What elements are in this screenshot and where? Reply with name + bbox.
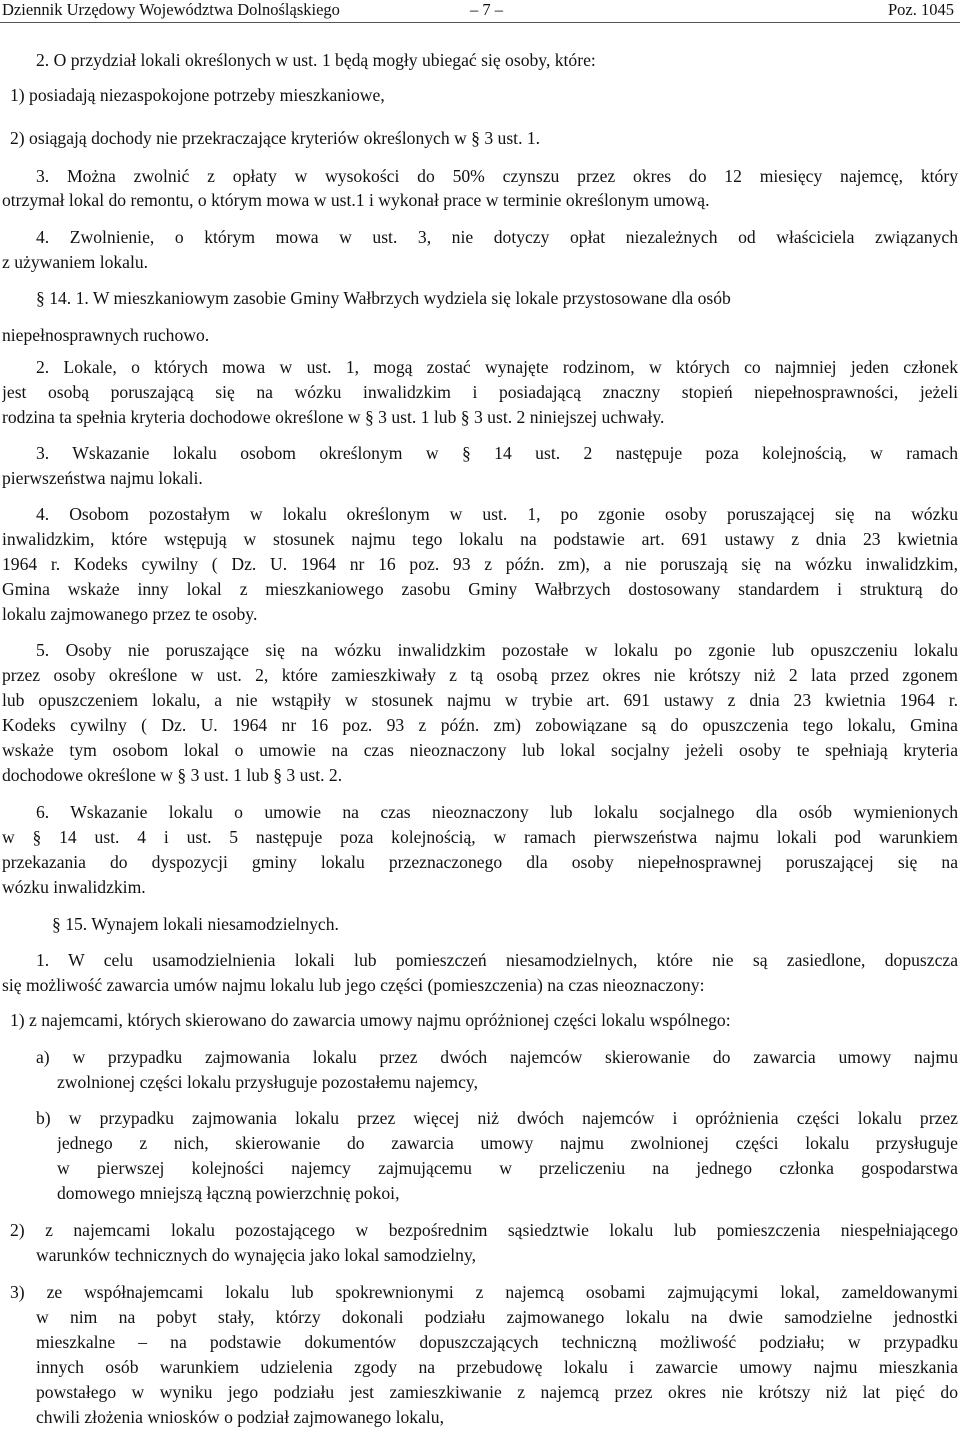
text-line: rodzina ta spełnia kryteria dochodowe określone w § 3 ust. 1 lub § 3 ust. 2 niniejszej uchwały. — [2, 407, 665, 427]
text-line: 5. Osoby nie poruszające się na wózku inwalidzkim pozostałe w lokalu po zgonie lub opuszczeniu lokalu — [36, 640, 958, 660]
text-line: domowego mniejszą łączną powierzchnię pokoi, — [57, 1183, 400, 1203]
text-line: w nim na pobyt stały, którzy dokonali podziału zajmowanego lokalu na dwie samodzielne jednostki — [36, 1307, 958, 1327]
page-header — [0, 0, 960, 23]
text-line: z używaniem lokalu. — [2, 252, 149, 272]
text-line: wózku inwalidzkim. — [2, 877, 146, 897]
text-line: jednego z nich, skierowanie do zawarcia umowy najmu zwolnionej części lokalu przysługuje — [57, 1133, 958, 1153]
text-line: 2) z najemcami lokalu pozostającego w bezpośrednim sąsiedztwie lokalu lub pomieszczenia niespełniającego — [10, 1220, 958, 1240]
text-line: 1. W celu usamodzielnienia lokali lub pomieszczeń niesamodzielnych, które nie są zasiedlone, dopuszcza — [36, 950, 958, 970]
position-number: Poz. 1045 — [888, 0, 954, 19]
text-line: a) w przypadku zajmowania lokalu przez dwóch najemców skierowanie do zawarcia umowy najmu — [36, 1047, 958, 1067]
text-line: innych osób warunkiem udzielenia zgody na przebudowę lokalu i zawarcie umowy najmu mieszkania — [36, 1357, 958, 1377]
text-line: przekazania do dyspozycji gminy lokalu przeznaczonego dla osoby niepełnosprawnej poruszającej się na — [2, 852, 958, 872]
text-line: pierwszeństwa najmu lokali. — [2, 468, 203, 488]
text-line: otrzymał lokal do remontu, o którym mowa w ust.1 i wykonał prace w terminie określonym umową. — [2, 190, 710, 210]
text-line: przez osoby określone w ust. 2, które zamieszkiwały z tą osobą przez okres nie krótszy niż 2 lata przed zgonem — [2, 665, 958, 685]
text-line: 4. Osobom pozostałym w lokalu określonym w ust. 1, po zgonie osoby poruszającej się na wózku — [36, 504, 958, 524]
text-line: b) w przypadku zajmowania lokalu przez więcej niż dwóch najemców i opróżnienia części lokalu przez — [36, 1108, 958, 1128]
text-line: jest osobą poruszającą się na wózku inwalidzkim i posiadającą znaczny stopień niepełnosprawności, jeżeli — [2, 382, 958, 402]
text-line: dochodowe określone w § 3 ust. 1 lub § 3 ust. 2. — [2, 765, 343, 785]
text-line: warunków technicznych do wynajęcia jako lokal samodzielny, — [36, 1245, 477, 1265]
text-line: § 15. Wynajem lokali niesamodzielnych. — [52, 914, 339, 934]
journal-title: Dziennik Urzędowy Województwa Dolnośląskiego — [2, 0, 340, 19]
text-line: 4. Zwolnienie, o którym mowa w ust. 3, nie dotyczy opłat niezależnych od właściciela związanych — [36, 227, 958, 247]
text-line: 6. Wskazanie lokalu o umowie na czas nieoznaczony lub lokalu socjalnego dla osób wymienionych — [36, 802, 958, 822]
text-line: chwili złożenia wniosków o podział zajmowanego lokalu, — [36, 1407, 444, 1427]
text-line: 2. Lokale, o których mowa w ust. 1, mogą zostać wynajęte rodzinom, w których co najmniej jeden członek — [36, 357, 958, 377]
text-line: 2) osiągają dochody nie przekraczające kryteriów określonych w § 3 ust. 1. — [10, 128, 541, 148]
text-line: § 14. 1. W mieszkaniowym zasobie Gminy Wałbrzych wydziela się lokale przystosowane dla osób — [36, 288, 731, 308]
text-line: się możliwość zawarcia umów najmu lokalu lub jego części (pomieszczenia) na czas nieoznaczony: — [2, 975, 705, 995]
text-line: powstałego w wyniku jego podziału jest zamieszkiwanie z najemcą przez okres nie krótszy niż lat pięć do — [36, 1382, 958, 1402]
text-line: w pierwszej kolejności najemcy zajmującemu w przeliczeniu na jednego członka gospodarstwa — [57, 1158, 958, 1178]
text-line: lub opuszczeniem lokalu, a nie wstąpiły w stosunek najmu w trybie art. 691 ustawy z dnia 23 kwietnia 1964 r. — [2, 690, 958, 710]
text-line: Kodeks cywilny ( Dz. U. 1964 nr 16 poz. 93 z późn. zm) zobowiązane są do opuszczenia tego lokalu, Gmina — [2, 715, 958, 735]
text-line: 1) posiadają niezaspokojone potrzeby mieszkaniowe, — [10, 85, 385, 105]
page-number: – 7 – — [470, 0, 503, 19]
text-line: 3) ze współnajemcami lokalu lub spokrewnionymi z najemcą osobami zajmującymi lokal, zameldowanymi — [10, 1282, 958, 1302]
text-line: 2. O przydział lokali określonych w ust. 1 będą mogły ubiegać się osoby, które: — [36, 50, 596, 70]
text-line: 1964 r. Kodeks cywilny ( Dz. U. 1964 nr 16 poz. 93 z późn. zm), a nie poruszają się na wózku inwalidzkim, — [2, 554, 958, 574]
text-line: 3. Można zwolnić z opłaty w wysokości do 50% czynszu przez okres do 12 miesięcy najemcę, który — [36, 166, 958, 186]
text-line: w § 14 ust. 4 i ust. 5 następuje poza kolejnością, w ramach pierwszeństwa najmu lokali pod warunkiem — [2, 827, 958, 847]
text-line: 3. Wskazanie lokalu osobom określonym w § 14 ust. 2 następuje poza kolejnością, w ramach — [36, 443, 958, 463]
text-line: lokalu zajmowanego przez te osoby. — [2, 604, 258, 624]
text-line: Gmina wskaże inny lokal z mieszkaniowego zasobu Gminy Wałbrzych dostosowany standardem i strukturą do — [2, 579, 958, 599]
text-line: wskaże tym osobom lokal o umowie na czas nieoznaczony lub lokal socjalny jeżeli osoby te spełniają kryteria — [2, 740, 958, 760]
text-line: zwolnionej części lokalu przysługuje pozostałemu najemcy, — [57, 1072, 478, 1092]
text-line: niepełnosprawnych ruchowo. — [2, 325, 210, 345]
text-line: 1) z najemcami, których skierowano do zawarcia umowy najmu opróżnionej części lokalu wspólnego: — [10, 1010, 731, 1030]
text-line: inwalidzkim, które wstępują w stosunek najmu tego lokalu na podstawie art. 691 ustawy z dnia 23 kwietnia — [2, 529, 958, 549]
text-line: mieszkalne – na podstawie dokumentów dopuszczających techniczną możliwość podziału; w przypadku — [36, 1332, 958, 1352]
